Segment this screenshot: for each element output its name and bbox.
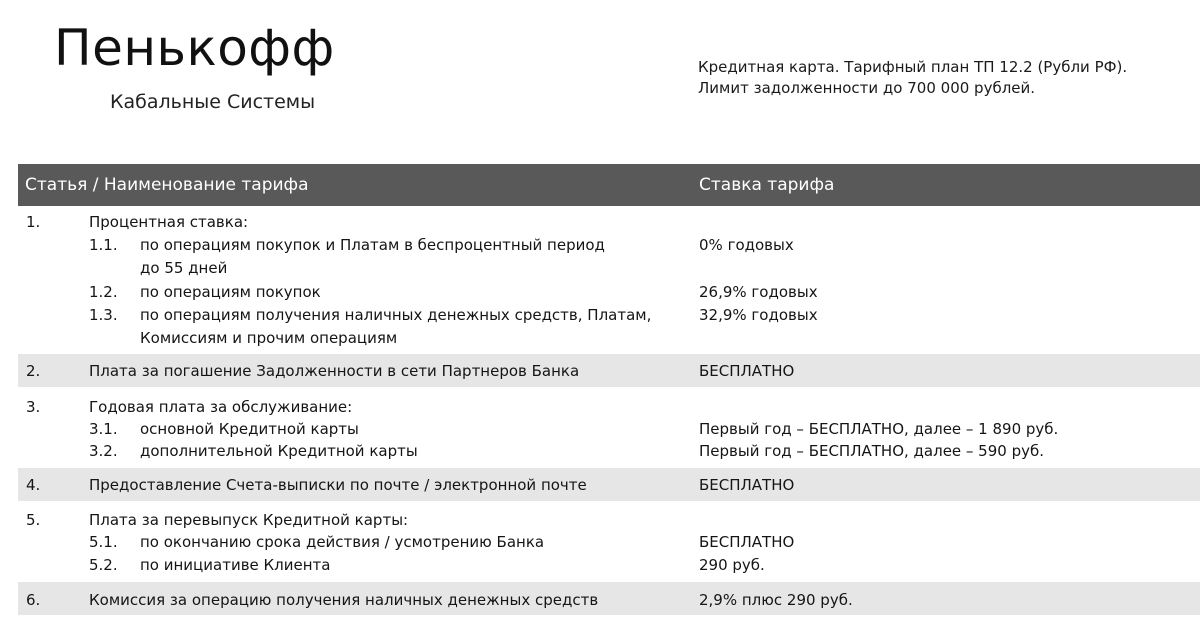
brand-tagline: Кабальные Системы	[110, 91, 316, 113]
subrow-number: 5.2.	[89, 556, 118, 574]
subrow-rate: 26,9% годовых	[699, 283, 818, 301]
row-number: 3.	[26, 398, 41, 416]
subrow-rate: Первый год – БЕСПЛАТНО, далее – 590 руб.	[699, 442, 1044, 460]
subrow-rate: 32,9% годовых	[699, 306, 818, 324]
subrow-text: основной Кредитной карты	[140, 420, 359, 438]
subrow-rate: Первый год – БЕСПЛАТНО, далее – 1 890 руб.	[699, 420, 1059, 438]
row-number: 5.	[26, 511, 41, 529]
subrow-number: 1.3.	[89, 306, 118, 324]
subrow-text: по операциям покупок и Платам в беспроцентный период	[140, 236, 605, 254]
row-title: Комиссия за операцию получения наличных денежных средств	[89, 591, 599, 609]
row-number: 6.	[26, 591, 41, 609]
tariff-table-header	[18, 164, 1200, 206]
subrow-number: 1.1.	[89, 236, 118, 254]
row-title: Предоставление Счета-выписки по почте / электронной почте	[89, 476, 587, 494]
plan-line-1: Кредитная карта. Тарифный план ТП 12.2 (Рубли РФ).	[698, 58, 1128, 76]
subrow-text: по окончанию срока действия / усмотрению Банка	[140, 533, 545, 551]
row-title: Плата за перевыпуск Кредитной карты:	[89, 511, 409, 529]
row-rate: 2,9% плюс 290 руб.	[699, 591, 853, 609]
plan-description	[698, 57, 1127, 99]
row-title: Плата за погашение Задолженности в сети Партнеров Банка	[89, 362, 580, 380]
brand-logo: Пенькофф	[54, 19, 335, 77]
subrow-rate: БЕСПЛАТНО	[699, 533, 795, 551]
row-number: 2.	[26, 362, 41, 380]
subrow-number: 3.2.	[89, 442, 118, 460]
subrow-rate: 290 руб.	[699, 556, 765, 574]
row-rate: БЕСПЛАТНО	[699, 476, 795, 494]
subrow-rate: 0% годовых	[699, 236, 794, 254]
column-header-item: Статья / Наименование тарифа	[25, 175, 309, 195]
subrow-text-continued: Комиссиям и прочим операциям	[140, 329, 398, 347]
subrow-text: по инициативе Клиента	[140, 556, 331, 574]
row-title: Годовая плата за обслуживание:	[89, 398, 353, 416]
plan-line-2: Лимит задолженности до 700 000 рублей.	[698, 79, 1036, 97]
column-header-rate: Ставка тарифа	[699, 175, 835, 195]
subrow-text-continued: до 55 дней	[140, 259, 228, 277]
subrow-number: 3.1.	[89, 420, 118, 438]
subrow-number: 1.2.	[89, 283, 118, 301]
subrow-text: по операциям покупок	[140, 283, 321, 301]
row-title: Процентная ставка:	[89, 213, 249, 231]
subrow-text: по операциям получения наличных денежных средств, Платам,	[140, 306, 652, 324]
subrow-text: дополнительной Кредитной карты	[140, 442, 418, 460]
row-number: 4.	[26, 476, 41, 494]
row-rate: БЕСПЛАТНО	[699, 362, 795, 380]
row-number: 1.	[26, 213, 41, 231]
subrow-number: 5.1.	[89, 533, 118, 551]
